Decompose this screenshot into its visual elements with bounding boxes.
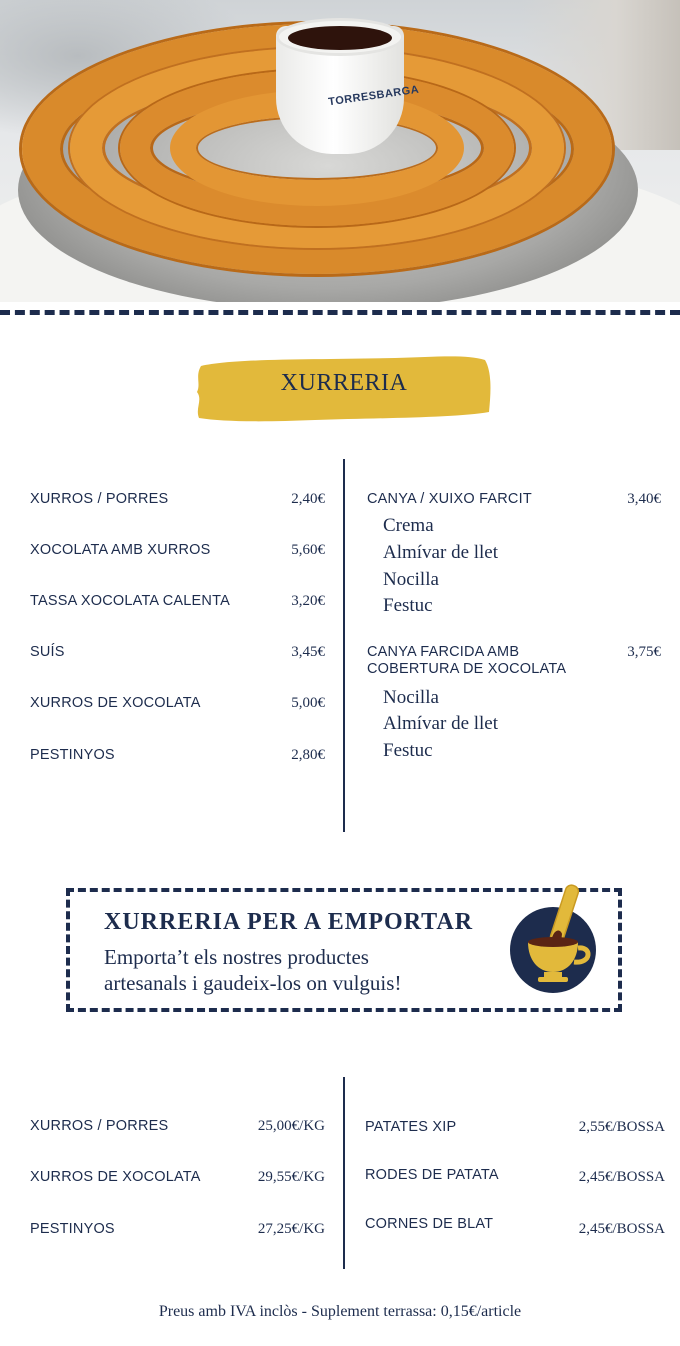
takeaway-item-name: CORNES DE BLAT [365,1216,494,1232]
takeaway-item-price: 25,00€/KG [257,1118,325,1134]
takeaway-item-price: 2,55€/BOSSA [578,1119,665,1135]
menu-item-name: XURROS DE XOCOLATA [30,695,201,711]
menu-item-price: 5,00€ [291,695,325,711]
menu-item-price: 2,80€ [291,747,325,763]
menu-item-price: 3,20€ [291,593,325,609]
filling-option: Crema [383,515,434,536]
takeaway-item-price: 2,45€/BOSSA [578,1169,665,1185]
takeaway-item-name: XURROS DE XOCOLATA [30,1169,201,1185]
takeaway-item-price: 2,45€/BOSSA [578,1221,665,1237]
menu-item-name: PESTINYOS [30,747,115,763]
filling-option: Almívar de llet [383,542,499,563]
column-divider [343,1077,345,1269]
menu-item-price: 3,40€ [627,491,661,507]
churro-cup-icon [508,878,602,998]
filling-option: Festuc [383,740,433,761]
takeaway-item-price: 29,55€/KG [257,1169,325,1185]
section-title: XURRERIA [280,370,408,396]
filling-option: Festuc [383,595,433,616]
filling-option: Nocilla [383,569,439,590]
takeaway-item-name: RODES DE PATATA [365,1167,499,1183]
filling-option: Nocilla [383,687,439,708]
takeaway-item-name: XURROS / PORRES [30,1118,169,1134]
takeaway-line-1: Emporta’t els nostres productes [104,945,369,969]
takeaway-item-name: PESTINYOS [30,1221,115,1237]
menu-item-name: TASSA XOCOLATA CALENTA [30,593,230,609]
filling-option: Almívar de llet [383,713,499,734]
menu-item-price: 5,60€ [291,542,325,558]
menu-item-name-line2: COBERTURA DE XOCOLATA [367,661,567,677]
takeaway-item-name: PATATES XIP [365,1119,457,1135]
column-divider [343,459,345,832]
menu-item-name: CANYA / XUIXO FARCIT [367,491,532,507]
hot-chocolate [288,26,392,50]
menu-item-price: 2,40€ [291,491,325,507]
menu-item-name: XURROS / PORRES [30,491,169,507]
takeaway-line-2: artesanals i gaudeix-los on vulguis! [104,971,402,995]
hero-photo [0,0,680,302]
takeaway-description [104,944,464,996]
menu-item-name: CANYA FARCIDA AMB [367,644,520,660]
price-footnote: Preus amb IVA inclòs - Suplement terrassa: 0,15€/article [158,1303,522,1320]
dashed-divider [0,310,680,315]
menu-item-name: XOCOLATA AMB XURROS [30,542,211,558]
menu-item-price: 3,45€ [291,644,325,660]
menu-item-price: 3,75€ [627,644,661,660]
menu-item-name: SUÍS [30,644,65,660]
takeaway-item-price: 27,25€/KG [257,1221,325,1237]
takeaway-title: XURRERIA PER A EMPORTAR [104,909,474,935]
cup-brand-label: TORRESBARGA [327,83,420,109]
